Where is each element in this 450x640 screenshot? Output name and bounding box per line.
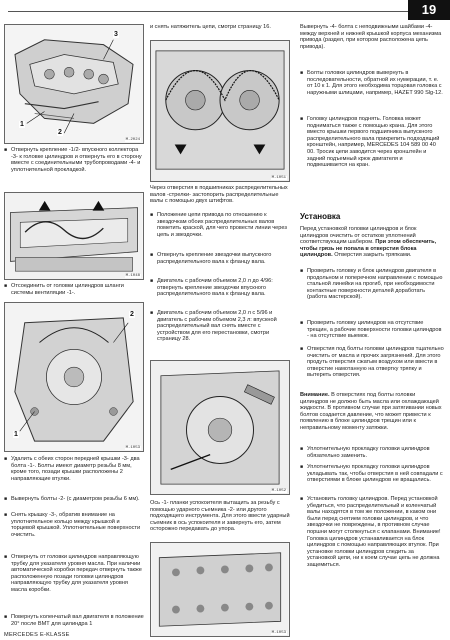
intro-emphasis: При этом обеспечить, чтобы грязь не попала в отверстия блока цилиндров.	[300, 239, 437, 259]
figure-caption: Через отверстия в подшипниках распределительных валов -стрелки- застопорить распределительные валы с помощью двух штифтов.	[150, 185, 288, 205]
figure-id: M-2024	[125, 138, 140, 142]
instruction-engine-20-late: ■ Двигатель с рабочим объемом 2,0 л с 5/96 и двигатель с рабочим объемом 2,3 л: впускной распределительный вал снять вместе с устройством для его перестановки, смотри страницу 28.	[150, 310, 290, 343]
warning-label: Внимание.	[300, 392, 330, 398]
instruction-lay-gasket: ■ Уплотнительную прокладку головки цилиндров укладывать так, чтобы отверстия в ней совпадали с отверстиями в блоке цилиндров не вращались.	[300, 464, 444, 484]
bolts-cover-text: Вывернуть -4- болта с неподвижными шайбами -4- между верхней и нижней крышкой корпуса механизма привода (раздел, при котором расположена цепь привода).	[300, 24, 442, 50]
engine-illustration	[5, 25, 143, 143]
camshaft-illustration	[151, 41, 289, 181]
cylinder-head-illustration	[5, 193, 143, 279]
figure-tensioner-rail	[150, 360, 290, 495]
figure-id: M-1051	[271, 176, 286, 180]
figure-camshaft-pins	[150, 40, 290, 182]
figure-id: M-1053	[125, 446, 140, 450]
instruction-engine-20-early: ■ Двигатель с рабочим объемом 2,0 л до 4/96: отвернуть крепление звездочки впускного распределительного вала к фланцу вала.	[150, 278, 290, 298]
instruction-clean-holes: ■ Отверстия под болты головки цилиндров тщательно очистить от масла и прочих загрязнений. Для этого продуть отверстия сжатым воздухом или ввести в отверстие намотанную на отвертку тряпку и вытереть отверстия.	[300, 346, 444, 379]
instruction-4: ■ Вывернуть болты -2- (с диаметром резьбы 6 мм).	[4, 496, 144, 503]
page-footer: MERCEDES E-KLASSE	[4, 632, 70, 638]
figure-ventilation-hoses	[4, 192, 144, 280]
instruction-2: ■ Отсоединить от головки цилиндров шланги системы вентиляции -1-.	[4, 283, 144, 296]
instruction-install-head: ■ Установить головку цилиндров. Перед установкой убедиться, что распределительный и коленчатый валы находятся в том же положении, в каком они были перед снятием головки цилиндров, и что звездочки не повреждены, в противном случае поршни могут столкнуться с клапанами. Внимание! Головка цилиндров устанавливается на блок цилиндров с помощью направляющих втулок. При установке головки цилиндров следить за установкой цепи, ни к коем случае цепь не должна защемиться.	[300, 496, 444, 569]
instruction-3: ■ Удалить с обеих сторон передней крышки -3- два болта -1-. Болты имеют диаметр резьбы 8 мм, кроме того, позади крышки расположены 2 направляющие втулки.	[4, 456, 144, 482]
callout-1: 1	[14, 431, 18, 438]
instruction-check-cracks: ■ Проверить головку цилиндров на отсутствие трещин, а рабочие поверхности головки цилиндров - на отсутствие выемок.	[300, 320, 444, 340]
instruction-6: ■ Отвернуть от головки цилиндров направляющую трубку для указателя уровня масла. При наличии автоматической коробки передач отвернуть также расположенную позади головки цилиндров направляющую трубку для указателя уровня масла коробки.	[4, 554, 144, 594]
instruction-exhaust-sprocket: ■ Отвернуть крепление звездочки выпускного распределительного вала к фланцу вала.	[150, 252, 290, 265]
instruction-lift-head: ■ Головку цилиндров поднять. Головка может подниматься также с помощью крана. Для этого вместо крышки первого подшипника выпускного распределительного вала прикрепить подходящий кронштейн, например, MERCEDES 104 589 00 40 00. Тросик цепи заводится через кронштейн и задний подъемный крюк двигателя и подвешивается на кран.	[300, 116, 444, 169]
figure-bolt-sequence	[150, 542, 290, 637]
figure-id: M-1048	[125, 274, 140, 278]
callout-3: 3	[114, 31, 118, 38]
header-rule	[8, 11, 408, 12]
cylinder-head-bolts-illustration	[151, 543, 289, 636]
front-cover-illustration	[5, 303, 143, 451]
page-header	[0, 0, 450, 20]
figure-id: M-1053	[271, 631, 286, 635]
instruction-check-flatness: ■ Проверить головку и блок цилиндров двигателя в продольном и поперечном направлении с помощью стальной линейки на прогиб, при необходимости контактные поверхности деталей доработать (работа мастерской).	[300, 268, 444, 301]
section-heading-installation: Установка	[300, 212, 341, 221]
instruction-1: ■ Отвернуть крепление -1/2- впускного коллектора -3- к головке цилиндров и отвернуть его в сторону вместе с соединительными трубопроводами -4- и уплотнительной прокладкой.	[4, 147, 144, 173]
figure-intake-manifold	[4, 24, 144, 144]
warning-note	[300, 392, 444, 432]
tensioner-illustration	[151, 361, 289, 494]
instruction-5: ■ Снять крышку -3-, обратив внимание на уплотнительное кольцо между крышкой и торцевой крышкой. Уплотнительные поверхности очистить.	[4, 512, 144, 538]
continuation-text: и снять натяжитель цепи, смотри страницу 16.	[150, 24, 271, 30]
installation-intro	[300, 226, 444, 259]
instruction-replace-gasket: ■ Уплотнительную прокладку головки цилиндров обязательно заменить.	[300, 446, 444, 459]
callout-2: 2	[58, 129, 62, 136]
instruction-mark-chain: ■ Положение цепи привода по отношению к звездочкам обоих распределительных валов пометить краской, для чего провести линии через цепь и звездочки.	[150, 212, 290, 238]
warning-text: В отверстиях под болты головки цилиндров не должно быть масла или охлаждающей жидкости. В противном случае при затягивании новых болтов создается давление, что может привести к появлению в блоке цилиндров трещин или к неправильному моменту затяжки.	[300, 392, 442, 431]
figure-id: M-1052	[271, 489, 286, 493]
instruction-bolt-order: ■ Болты головки цилиндров вывернуть в последовательности, обратной их нумерации, т. е. от 10 к 1. Для этого необходима торцовая головка с наружными шлицами, например, HAZET 990 Slg-12.	[300, 70, 444, 96]
intro-text-end: Отверстия закрыть тряпками.	[332, 252, 412, 259]
instruction-7: ■ Повернуть коленчатый вал двигателя в положение 20° после ВМТ для цилиндра 1	[4, 614, 144, 627]
figure-front-cover	[4, 302, 144, 452]
callout-2: 2	[130, 311, 134, 318]
page-number: 19	[408, 0, 450, 20]
callout-1: 1	[20, 121, 24, 128]
intro-text: Перед установкой головки цилиндров и блок цилиндров очистить от остатков уплотнений соответствующим шабером.	[300, 226, 417, 246]
tensioner-instructions: Ось -1- планки успокоителя вытащить за резьбу с помощью ударного съемника -2- или другого подходящего инструмента. Для этого ввести ударный съемник в ось успокоителя и завернуть его, затем осторожно передавать до упора.	[150, 500, 290, 533]
